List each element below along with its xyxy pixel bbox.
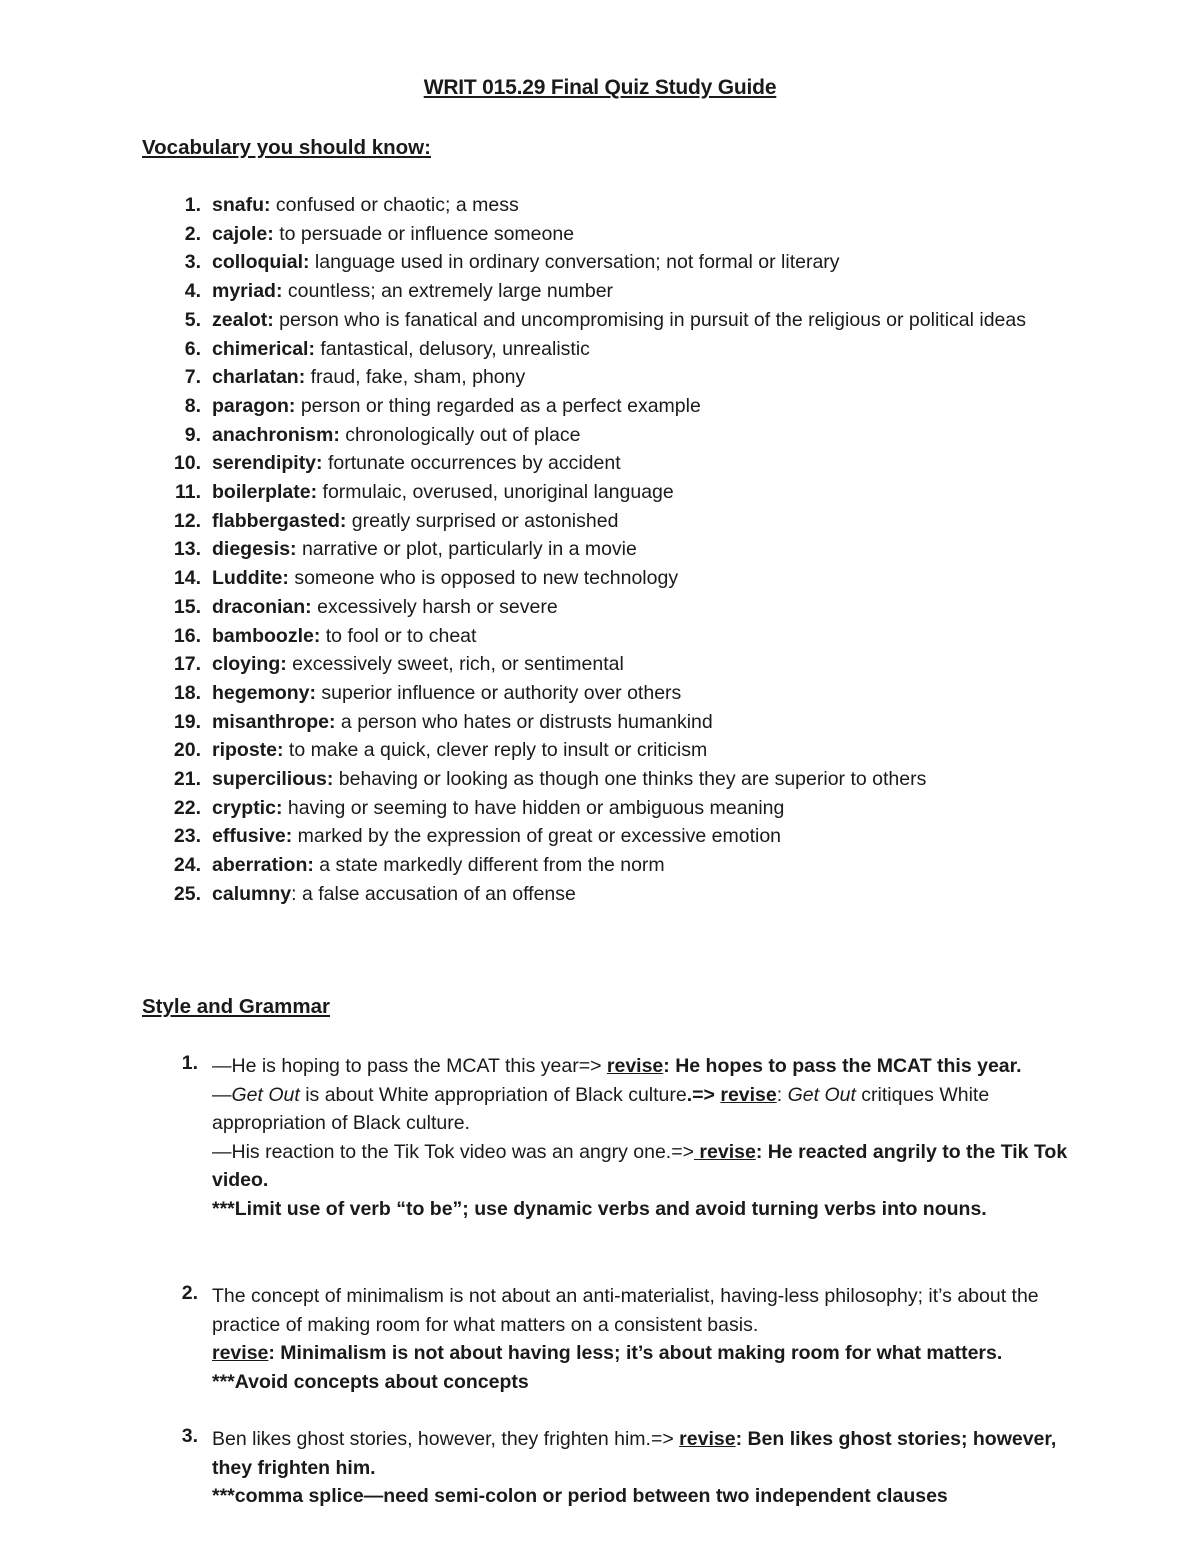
vocab-definition: chronologically out of place — [339, 423, 581, 446]
vocab-definition: person or thing regarded as a perfect example — [295, 394, 701, 417]
grammar-item-2 — [142, 1282, 1082, 1396]
revised-sentence: : Minimalism is not about having less; it’s about making room for what matters. — [268, 1342, 1003, 1365]
vocab-definition: having or seeming to have hidden or ambiguous meaning — [282, 796, 785, 819]
vocab-term: diegesis: — [212, 538, 297, 561]
grammar-item-body — [212, 1052, 1082, 1224]
vocab-item — [142, 535, 1042, 564]
vocab-item — [142, 248, 1042, 277]
vocab-definition: fortunate occurrences by accident — [322, 452, 621, 475]
vocab-term: bamboozle: — [212, 624, 321, 647]
dash: — — [212, 1083, 232, 1106]
vocabulary-heading: Vocabulary you should know: — [142, 136, 431, 159]
vocab-number: 21. — [173, 768, 201, 791]
vocab-number: 14. — [173, 567, 201, 590]
vocab-item — [142, 679, 1042, 708]
vocabulary-list — [142, 191, 1042, 909]
revise-label: revise — [679, 1428, 736, 1450]
original-sentence: —He is hoping to pass the MCAT this year=> — [212, 1055, 607, 1077]
vocab-term: supercilious: — [212, 768, 334, 791]
vocab-number: 9. — [184, 423, 201, 446]
grammar-item-1 — [142, 1052, 1082, 1224]
revised-sentence: : He hopes to pass the MCAT this year. — [663, 1055, 1022, 1077]
vocab-term: calumny — [212, 882, 292, 905]
vocab-definition: to persuade or influence someone — [273, 222, 575, 245]
vocab-number: 11. — [174, 481, 201, 504]
page-title: WRIT 015.29 Final Quiz Study Guide — [423, 76, 777, 99]
grammar-item-number: 1. — [181, 1052, 198, 1074]
vocab-number: 16. — [173, 624, 201, 647]
vocab-term: cajole: — [212, 222, 274, 245]
vocab-item — [142, 794, 1042, 823]
vocab-definition: a person who hates or distrusts humankind — [335, 710, 713, 733]
revised-sentence: critiques White appropriation of Black culture. — [212, 1083, 990, 1135]
vocab-term: serendipity: — [212, 452, 323, 475]
vocab-number: 15. — [173, 595, 201, 618]
revise-label: revise — [606, 1055, 664, 1077]
vocab-item — [142, 507, 1042, 536]
vocab-number: 17. — [173, 653, 201, 676]
vocab-term: cryptic: — [212, 796, 283, 819]
vocab-definition: superior influence or authority over others — [316, 681, 682, 704]
vocab-definition: greatly surprised or astonished — [346, 509, 619, 532]
vocab-item — [142, 335, 1042, 364]
vocab-definition: countless; an extremely large number — [282, 280, 614, 303]
vocab-term: effusive: — [212, 825, 293, 848]
rule-note: ***Limit use of verb “to be”; use dynamic verbs and avoid turning verbs into nouns. — [212, 1197, 987, 1220]
arrow: .=> — [686, 1083, 721, 1106]
grammar-item-3 — [142, 1425, 1082, 1511]
vocab-item — [142, 736, 1042, 765]
vocab-number: 2. — [184, 222, 201, 245]
vocab-number: 10. — [173, 452, 201, 475]
vocab-number: 5. — [184, 308, 201, 331]
vocab-definition: to fool or to cheat — [320, 624, 477, 647]
vocab-definition: formulaic, overused, unoriginal language — [317, 481, 674, 504]
vocab-item — [142, 220, 1042, 249]
vocab-number: 6. — [184, 337, 201, 360]
vocab-number: 7. — [184, 366, 201, 389]
vocab-item — [142, 392, 1042, 421]
vocab-item — [142, 191, 1042, 220]
vocab-term: aberration: — [212, 854, 314, 877]
rule-note: ***Avoid concepts about concepts — [212, 1370, 529, 1393]
original-sentence: Ben likes ghost stories, however, they frighten him.=> — [212, 1428, 680, 1450]
vocab-number: 18. — [173, 681, 201, 704]
vocab-term: flabbergasted: — [212, 509, 347, 532]
vocab-number: 23. — [173, 825, 201, 848]
example-line — [212, 1081, 1082, 1138]
vocab-definition: excessively sweet, rich, or sentimental — [286, 653, 624, 676]
revised-sentence: : Ben likes ghost stories; however, they frighten him. — [212, 1428, 1057, 1479]
example-line — [212, 1138, 1082, 1195]
vocab-definition: excessively harsh or severe — [311, 595, 558, 618]
vocab-definition: someone who is opposed to new technology — [288, 567, 679, 590]
vocab-number: 13. — [173, 538, 201, 561]
vocab-number: 19. — [173, 710, 201, 733]
original-sentence: is about White appropriation of Black culture — [299, 1083, 687, 1106]
vocab-definition: language used in ordinary conversation; not formal or literary — [309, 251, 840, 274]
vocab-item — [142, 622, 1042, 651]
vocab-item — [142, 593, 1042, 622]
vocab-definition: confused or chaotic; a mess — [270, 194, 519, 216]
colon: : — [776, 1083, 788, 1106]
revise-label: revise — [212, 1342, 269, 1365]
vocab-item — [142, 650, 1042, 679]
vocab-term: Luddite: — [212, 567, 289, 590]
style-grammar-heading: Style and Grammar — [142, 995, 330, 1018]
vocab-term: charlatan: — [212, 366, 306, 389]
vocab-item — [142, 851, 1042, 880]
film-title: Get Out — [787, 1083, 856, 1106]
vocab-term: myriad: — [212, 280, 283, 303]
vocab-term: draconian: — [212, 595, 312, 618]
example-line — [212, 1339, 1082, 1368]
grammar-item-body — [212, 1282, 1082, 1396]
vocab-term: paragon: — [212, 394, 296, 417]
vocab-item — [142, 306, 1042, 335]
vocab-definition: behaving or looking as though one thinks they are superior to others — [333, 768, 927, 791]
vocab-number: 1. — [184, 194, 201, 216]
vocab-item — [142, 363, 1042, 392]
vocab-item — [142, 277, 1042, 306]
vocab-definition: narrative or plot, particularly in a movie — [296, 538, 637, 561]
example-line — [212, 1425, 1082, 1482]
vocab-item — [142, 564, 1042, 593]
vocab-term: misanthrope: — [212, 710, 336, 733]
vocab-number: 24. — [173, 854, 201, 877]
film-title: Get Out — [231, 1083, 300, 1106]
vocab-term: snafu: — [212, 194, 271, 216]
vocab-item — [142, 822, 1042, 851]
rule-note: ***comma splice—need semi-colon or period between two independent clauses — [212, 1485, 948, 1508]
vocab-number: 22. — [173, 796, 201, 819]
vocab-number: 8. — [184, 394, 201, 417]
vocab-number: 4. — [184, 280, 201, 303]
original-sentence: The concept of minimalism is not about an anti-materialist, having-less philosophy; it’s about the practice of making room for what matters on a consistent basis. — [212, 1285, 1039, 1336]
vocab-term: chimerical: — [212, 337, 315, 360]
revised-sentence: : He reacted angrily to the Tik Tok video. — [212, 1140, 1068, 1192]
vocab-definition: a state markedly different from the norm — [313, 854, 665, 877]
vocab-number: 3. — [184, 251, 201, 274]
revise-label: revise — [694, 1140, 756, 1163]
vocab-term: colloquial: — [212, 251, 310, 274]
vocab-definition: : a false accusation of an offense — [291, 882, 576, 905]
vocab-number: 25. — [173, 882, 201, 905]
vocab-number: 12. — [173, 509, 201, 532]
vocab-term: anachronism: — [212, 423, 340, 446]
vocab-item — [142, 478, 1042, 507]
example-line — [212, 1052, 1082, 1081]
vocab-item — [142, 708, 1042, 737]
vocab-term: riposte: — [212, 739, 284, 762]
vocab-item — [142, 421, 1042, 450]
vocab-term: boilerplate: — [212, 481, 318, 504]
vocab-number: 20. — [173, 739, 201, 762]
vocab-item — [142, 880, 1042, 909]
vocab-definition: person who is fanatical and uncompromising in pursuit of the religious or political ideas — [273, 308, 1027, 331]
vocab-definition: to make a quick, clever reply to insult or criticism — [283, 739, 708, 762]
revise-label: revise — [720, 1083, 777, 1106]
vocab-term: hegemony: — [212, 681, 317, 704]
grammar-item-number: 2. — [181, 1282, 198, 1304]
vocab-item — [142, 765, 1042, 794]
vocab-definition: fantastical, delusory, unrealistic — [314, 337, 590, 360]
original-sentence: —His reaction to the Tik Tok video was an angry one.=> — [212, 1140, 694, 1163]
vocab-term: cloying: — [212, 653, 287, 676]
grammar-item-number: 3. — [181, 1425, 198, 1447]
vocab-item — [142, 449, 1042, 478]
vocab-definition: fraud, fake, sham, phony — [305, 366, 526, 389]
vocab-term: zealot: — [212, 308, 274, 331]
vocab-definition: marked by the expression of great or excessive emotion — [292, 825, 782, 848]
grammar-item-body — [212, 1425, 1082, 1511]
